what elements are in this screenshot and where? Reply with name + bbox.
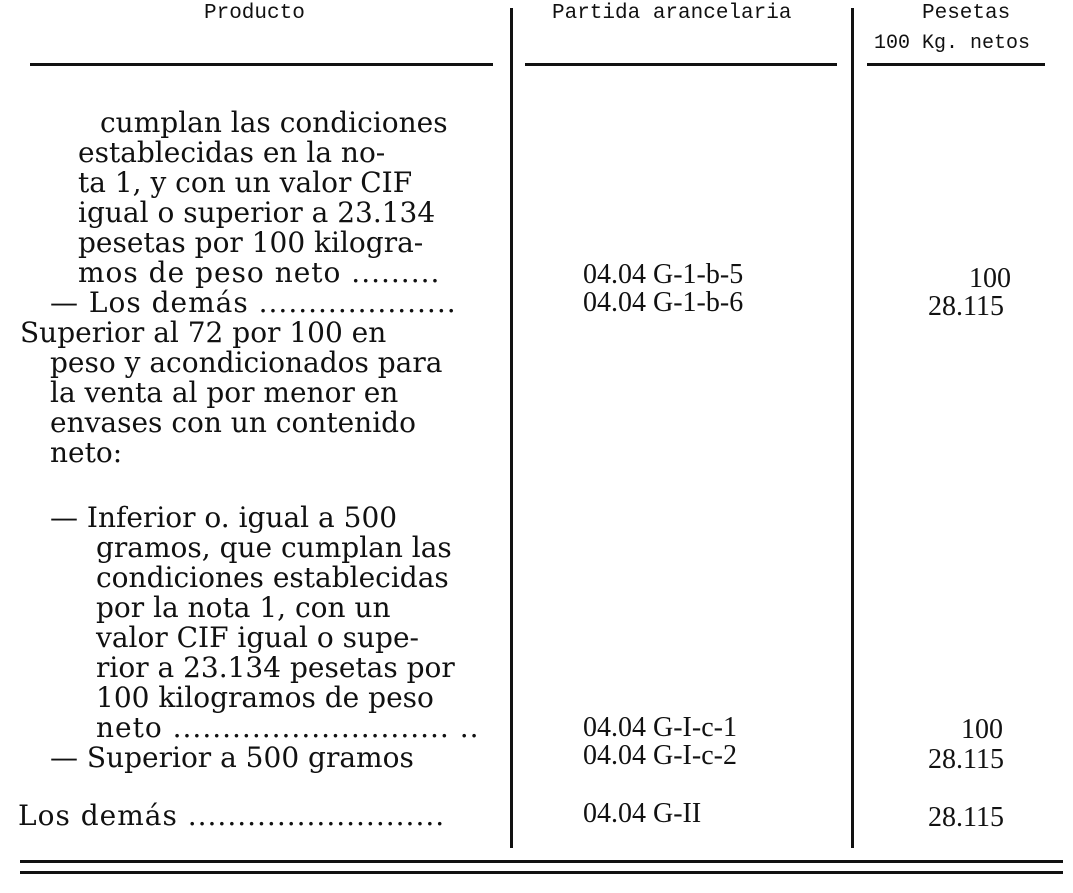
- product-line: neto:: [50, 436, 123, 469]
- partida-cell: 04.04 G-II: [583, 798, 702, 829]
- pesetas-cell: 28.115: [928, 291, 1004, 322]
- product-line: pesetas por 100 kilogra-: [78, 226, 424, 259]
- header-producto: Producto: [204, 2, 305, 25]
- product-line: condiciones establecidas: [96, 561, 449, 594]
- product-line: mos de peso neto .........: [78, 256, 441, 289]
- product-line: valor CIF igual o supe-: [96, 621, 419, 654]
- column-divider-right: [851, 8, 854, 848]
- header-pesetas-unit: 100 Kg. netos: [874, 32, 1031, 55]
- product-line: cumplan las condiciones: [100, 106, 448, 139]
- product-line: — Inferior o. igual a 500: [50, 501, 398, 534]
- product-line: — Superior a 500 gramos: [50, 741, 414, 774]
- partida-cell: 04.04 G-I-c-2: [583, 740, 737, 771]
- product-line: Superior al 72 por 100 en: [20, 316, 387, 349]
- table-bottom-rule: [20, 871, 1063, 874]
- product-line: envases con un contenido: [50, 406, 416, 439]
- pesetas-cell: 28.115: [928, 744, 1004, 775]
- product-line: Los demás ..........................: [18, 799, 446, 832]
- product-line: peso y acondicionados para: [50, 346, 443, 379]
- header-pesetas: Pesetas: [922, 2, 1011, 25]
- product-line: gramos, que cumplan las: [96, 531, 452, 564]
- product-line: establecidas en la no-: [78, 136, 386, 169]
- table-bottom-rule: [20, 860, 1063, 863]
- product-line: rior a 23.134 pesetas por: [96, 651, 455, 684]
- product-line: — Los demás ....................: [50, 286, 457, 319]
- header-rule-pesetas: [867, 63, 1045, 66]
- product-line: ta 1, y con un valor CIF: [78, 166, 413, 199]
- header-rule-partida: [525, 63, 837, 66]
- header-partida-arancelaria: Partida arancelaria: [552, 2, 792, 25]
- product-line: neto ............................ ..: [96, 711, 480, 744]
- pesetas-cell: 100: [969, 263, 1011, 294]
- header-rule-producto: [30, 63, 493, 66]
- product-line: por la nota 1, con un: [96, 591, 391, 624]
- pesetas-cell: 28.115: [928, 802, 1004, 833]
- product-line: 100 kilogramos de peso: [96, 681, 434, 714]
- partida-cell: 04.04 G-1-b-5: [583, 259, 744, 290]
- column-divider-left: [510, 8, 513, 848]
- partida-cell: 04.04 G-I-c-1: [583, 712, 737, 743]
- partida-cell: 04.04 G-1-b-6: [583, 287, 744, 318]
- pesetas-cell: 100: [961, 714, 1003, 745]
- product-line: igual o superior a 23.134: [78, 196, 436, 229]
- product-line: la venta al por menor en: [50, 376, 399, 409]
